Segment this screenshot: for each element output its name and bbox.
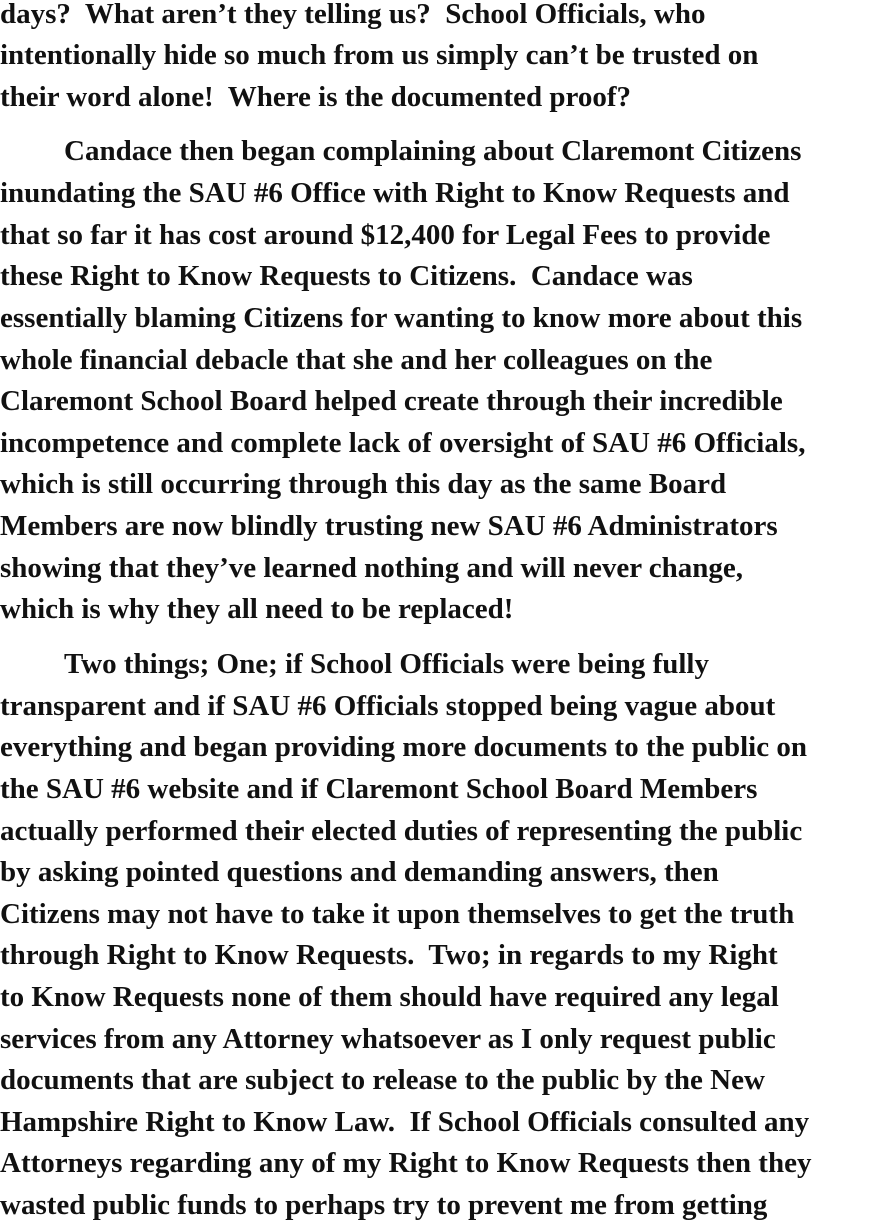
text-line: the SAU #6 website and if Claremont School Board Members (0, 773, 758, 805)
text-line: inundating the SAU #6 Office with Right to Know Requests and (0, 177, 790, 209)
text-line: whole financial debacle that she and her colleagues on the (0, 344, 713, 376)
text-line: to Know Requests none of them should have required any legal (0, 981, 779, 1013)
text-line: wasted public funds to perhaps try to prevent me from getting (0, 1189, 768, 1221)
text-line: Attorneys regarding any of my Right to Know Requests then they (0, 1147, 812, 1179)
text-line: Members are now blindly trusting new SAU #6 Administrators (0, 510, 778, 542)
text-line: essentially blaming Citizens for wanting to know more about this (0, 302, 803, 334)
text-line: services from any Attorney whatsoever as I only request public (0, 1023, 776, 1055)
text-line: which is why they all need to be replaced! (0, 593, 514, 625)
text-line: Hampshire Right to Know Law. If School Officials consulted any (0, 1106, 810, 1138)
text-line: Candace then began complaining about Claremont Citizens (64, 135, 802, 167)
text-line: actually performed their elected duties of representing the public (0, 815, 803, 847)
text-line: through Right to Know Requests. Two; in regards to my Right (0, 939, 778, 971)
text-line: their word alone! Where is the documented proof? (0, 81, 631, 113)
text-line: by asking pointed questions and demanding answers, then (0, 856, 719, 888)
text-line: days? What aren’t they telling us? School Officials, who (0, 0, 706, 30)
text-line: these Right to Know Requests to Citizens. Candace was (0, 260, 693, 292)
text-line: Claremont School Board helped create through their incredible (0, 385, 783, 417)
text-line: transparent and if SAU #6 Officials stopped being vague about (0, 690, 776, 722)
text-line: Citizens may not have to take it upon themselves to get the truth (0, 898, 795, 930)
text-line: intentionally hide so much from us simply can’t be trusted on (0, 39, 759, 71)
text-line: showing that they’ve learned nothing and will never change, (0, 552, 744, 584)
text-line: incompetence and complete lack of oversight of SAU #6 Officials, (0, 427, 806, 459)
text-line: documents that are subject to release to the public by the New (0, 1064, 765, 1096)
text-line: that so far it has cost around $12,400 for Legal Fees to provide (0, 219, 771, 251)
text-line: Two things; One; if School Officials were being fully (64, 648, 709, 680)
text-line: which is still occurring through this day as the same Board (0, 468, 727, 500)
text-line: everything and began providing more documents to the public on (0, 731, 807, 763)
